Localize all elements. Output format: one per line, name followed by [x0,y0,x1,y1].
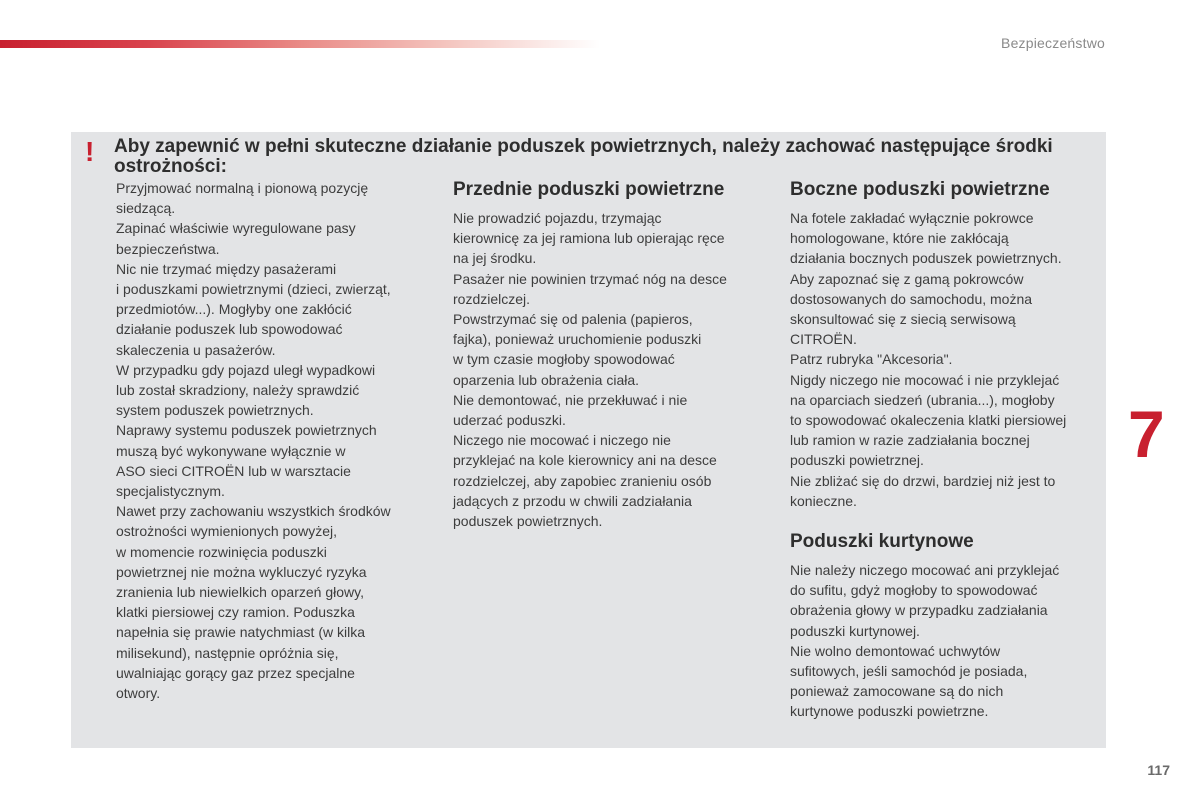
text-line: ponieważ zamocowane są do nich [790,683,1004,700]
column-2-lines [453,208,763,531]
text-line: Niczego nie mocować i niczego nie [453,432,671,449]
text-line: Nie należy niczego mocować ani przyklejać [790,562,1060,578]
text-line: homologowane, które nie zakłócają [790,230,1009,247]
text-line: obrażenia głowy w przypadku zadziałania [790,602,1048,619]
column-1-lines [116,178,426,703]
front-airbags-heading: Przednie poduszki powietrzne [453,179,725,200]
text-line: kierownicę za jej ramiona lub opierając ręce [453,230,725,247]
text-line: jadących z przodu w chwili zadziałania [453,492,692,509]
column-3-lines [790,208,1100,511]
text-line: W przypadku gdy pojazd uległ wypadkowi [116,361,376,378]
text-line: sufitowych, jeśli samochód je posiada, [790,663,1028,680]
text-line: uwalniając gorący gaz przez specjalne [116,664,355,681]
text-line: ASO sieci CITROËN lub w warsztacie [116,462,351,479]
text-line: system poduszek powietrznych. [116,402,314,419]
header-accent-bar [0,40,600,48]
text-line: poduszek powietrznych. [453,513,603,530]
text-line: Zapinać właściwie wyregulowane pasy [116,220,356,237]
text-line: oparzenia lub obrażenia ciała. [453,371,640,388]
text-line: uderzać poduszki. [453,412,566,429]
text-line: Nic nie trzymać między pasażerami [116,260,337,277]
text-line: rozdzielczej, aby zapobiec zranieniu osób [453,472,712,489]
chapter-number: 7 [1128,397,1165,471]
text-line: bezpieczeństwa. [116,240,220,257]
text-line: rozdzielczej. [453,290,531,307]
text-line: CITROËN. [790,331,857,348]
side-airbags-heading: Boczne poduszki powietrzne [790,179,1050,200]
text-line: dostosowanych do samochodu, można [790,290,1033,307]
text-line: przedmiotów...). Mogłyby one zakłócić [116,301,352,318]
column-3b-lines [790,560,1100,722]
text-line: lub został skradziony, należy sprawdzić [116,382,360,399]
text-line: otwory. [116,685,161,702]
text-line: i poduszkami powietrznymi (dzieci, zwierząt, [116,281,391,298]
text-line: konieczne. [790,492,857,509]
text-line: ostrożności wymienionych powyżej, [116,523,337,540]
text-line: przyklejać na kole kierownicy ani na desce [453,452,717,469]
text-line: poduszki kurtynowej. [790,622,920,639]
text-line: Aby zapoznać się z gamą pokrowców [790,270,1024,287]
text-line: lub ramion w razie zadziałania bocznej [790,432,1030,449]
column-curtain-airbags [790,530,1100,722]
column-side-airbags [790,178,1100,511]
text-line: Patrz rubryka "Akcesoria". [790,351,953,368]
text-line: Nie wolno demontować uchwytów [790,642,1001,659]
text-line: Pasażer nie powinien trzymać nóg na desce [453,270,727,287]
text-line: działanie poduszek lub spowodować [116,321,343,338]
section-name: Bezpieczeństwo [1001,35,1105,51]
text-line: skaleczenia u pasażerów. [116,341,276,358]
text-line: na oparciach siedzeń (ubrania...), mogłoby [790,391,1055,408]
warning-heading: Aby zapewnić w pełni skuteczne działanie poduszek powietrznych, należy zachować następujące środki ostrożności: [114,136,1053,177]
text-line: muszą być wykonywane wyłącznie w [116,442,346,459]
exclamation-icon: ! [85,136,95,167]
text-line: fajka), ponieważ uruchomienie poduszki [453,331,702,348]
text-line: Powstrzymać się od palenia (papieros, [453,311,693,328]
text-line: poduszki powietrznej. [790,452,924,469]
text-line: Na fotele zakładać wyłącznie pokrowce [790,210,1034,226]
column-front-airbags [453,178,763,531]
text-line: Nigdy niczego nie mocować i nie przyklejać [790,371,1060,388]
curtain-airbags-heading: Poduszki kurtynowe [790,531,974,552]
text-line: w momencie rozwinięcia poduszki [116,543,327,560]
text-line: Nawet przy zachowaniu wszystkich środków [116,503,391,520]
text-line: Naprawy systemu poduszek powietrznych [116,422,377,439]
text-line: milisekund), następnie opróżnia się, [116,644,339,661]
text-line: specjalistycznym. [116,483,225,500]
text-line: powietrznej nie można wykluczyć ryzyka [116,563,367,580]
text-line: Nie demontować, nie przekłuwać i nie [453,391,688,408]
text-line: Nie prowadzić pojazdu, trzymając [453,210,662,226]
text-line: skonsultować się z siecią serwisową [790,311,1016,328]
text-line: zranienia lub niewielkich oparzeń głowy, [116,584,364,601]
text-line: Przyjmować normalną i pionową pozycję [116,180,369,196]
page-number: 117 [1147,762,1170,778]
column-general-precautions [116,178,426,703]
text-line: napełnia się prawie natychmiast (w kilka [116,624,365,641]
text-line: do sufitu, gdyż mogłoby to spowodować [790,582,1038,599]
text-line: kurtynowe poduszki powietrzne. [790,703,989,720]
text-line: działania bocznych poduszek powietrznych. [790,250,1062,267]
text-line: w tym czasie mogłoby spowodować [453,351,675,368]
text-line: na jej środku. [453,250,537,267]
text-line: siedzącą. [116,200,176,217]
text-line: to spowodować okaleczenia klatki piersiowej [790,412,1067,429]
text-line: klatki piersiowej czy ramion. Poduszka [116,604,355,621]
text-line: Nie zbliżać się do drzwi, bardziej niż jest to [790,472,1056,489]
